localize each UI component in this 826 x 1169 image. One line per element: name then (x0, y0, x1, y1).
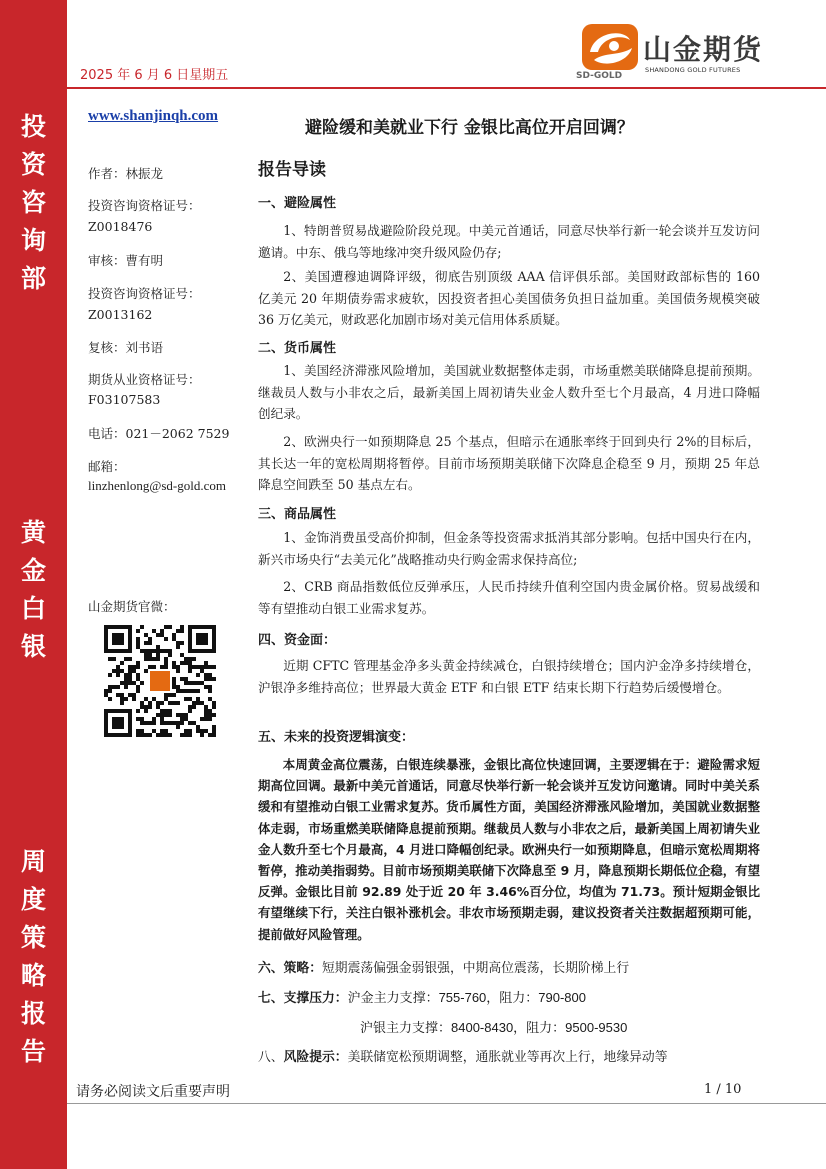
sidebar-char: 资 (20, 150, 46, 179)
cert-label-1: 投资咨询资格证号： (88, 198, 201, 213)
sidebar-char: 白 (20, 594, 46, 623)
section-5-para-1: 本周黄金高位震荡，白银连续暴涨，金银比高位快速回调，主要逻辑在于：避险需求短期高位回调。最新中美元首通话，同意尽快举行新一轮会谈并互发访问邀请。同时中美关系缓和有望推动白银工业需求复苏。货币属性方面，美国经济滞涨风险增加，美国就业数据整体走弱，市场重燃美联储降息提前预期。继裁员人数与小非农之后，最新美国上周初请失业金人数升至七个月最高，4 月进口降幅创纪录。欧洲央行一如预期降息，但暗示宽松周期将暂停，推动美指弱势。目前市场预期美联储下次降息至 9 月，降息预期长期低位企稳，有望反弹。金银比目前 92.89 处于近 20 年 3.46%百分位，均值为 71.73。预计短期金银比有望继续下行，关注白银补涨机会。非农市场预期走弱，建议投资者关注数据超预期可能，提前做好风险管理。 (258, 757, 760, 942)
section-8-risk (258, 1046, 668, 1065)
strategy-label: 六、策略： (258, 961, 322, 976)
author-name: 作者：林振龙 (88, 166, 164, 181)
sidebar-char: 告 (20, 1037, 46, 1066)
sidebar-red-band (0, 0, 67, 1169)
section-4-heading: 四、资金面： (258, 633, 337, 648)
sidebar-label-metals (0, 514, 67, 666)
sidebar-char: 银 (20, 632, 46, 661)
sidebar-char: 黄 (20, 518, 46, 547)
gold-support-text: 沪金主力支撑：755-760，阻力：790-800 (347, 990, 586, 1005)
header-divider (67, 87, 826, 89)
support-label: 七、支撑压力： (258, 991, 348, 1006)
report-title: 避险缓和美就业下行 金银比高位开启回调？ (305, 118, 634, 138)
logo-brand-en: SHANDONG GOLD FUTURES (645, 66, 741, 74)
page-number: 1 / 10 (704, 1082, 742, 1097)
section-3-para-2: 2、CRB 商品指数低位反弹承压，人民币持续升值利空国内贵金属价格。贸易战缓和等有望推动白银工业需求复苏。 (258, 579, 760, 616)
wechat-qr-code-icon[interactable] (104, 625, 216, 737)
website-link[interactable]: www.shanjinqh.com (88, 108, 219, 124)
sidebar-label-department (0, 108, 67, 298)
sidebar-char: 投 (20, 112, 46, 141)
phone-number: 电话：021－2062 7529 (88, 426, 230, 441)
footer-divider (67, 1103, 826, 1104)
reviewer-name: 审核：曹有明 (88, 253, 164, 268)
cert-number-2: Z0013162 (88, 307, 153, 322)
logo-brand-cn: 山金期货 (643, 33, 764, 66)
practice-label: 期货从业资格证号： (88, 372, 201, 387)
silver-support (360, 1017, 627, 1036)
practice-number: F03107583 (88, 392, 161, 407)
cert-label-2: 投资咨询资格证号： (88, 286, 201, 301)
sidebar-char: 询 (20, 226, 46, 255)
risk-label: 风险提示： (283, 1050, 348, 1065)
report-date: 2025 年 6 月 6 日星期五 (80, 68, 229, 83)
email-label: 邮箱： (88, 459, 126, 474)
section-3-para-1: 1、金饰消费虽受高价抑制，但金条等投资需求抵消其部分影响。包括中国央行在内，新兴市场央行“去美元化”战略推动央行购金需求保持高位; (258, 530, 760, 567)
section-4-para-1: 近期 CFTC 管理基金净多头黄金持续减仓，白银持续增仓；国内沪金净多持续增仓，沪银净多维持高位；世界最大黄金 ETF 和白银 ETF 结束长期下行趋势后缓慢增仓。 (258, 658, 760, 695)
section-3-heading: 三、商品属性 (258, 507, 337, 522)
rechecker-name: 复核：刘书语 (88, 340, 164, 355)
section-5-heading: 五、未来的投资逻辑演变： (258, 730, 415, 745)
silver-support-text: 沪银主力支撑：8400-8430，阻力：9500-9530 (360, 1020, 628, 1035)
section-1-heading: 一、避险属性 (258, 196, 337, 211)
section-1-para-1: 1、特朗普贸易战避险阶段兑现。中美元首通话，同意尽快举行新一轮会谈并互发访问邀请。中东、俄乌等地缘冲突升级风险仍存; (258, 223, 760, 260)
risk-text: 美联储宽松预期调整，通胀就业等再次上行，地缘异动等 (347, 1050, 668, 1065)
sidebar-char: 金 (20, 556, 46, 585)
disclaimer-notice: 请务必阅读文后重要声明 (76, 1084, 230, 1100)
sidebar-char: 度 (20, 885, 46, 914)
cert-number-1: Z0018476 (88, 219, 153, 234)
section-7-support (258, 987, 586, 1006)
logo-sd-gold-text: SD-GOLD (576, 71, 623, 81)
sidebar-char: 略 (20, 961, 46, 990)
email-address[interactable]: linzhenlong@sd-gold.com (88, 478, 226, 493)
sidebar-char: 报 (20, 999, 46, 1028)
sidebar-char: 咨 (20, 188, 46, 217)
section-2-para-2: 2、欧洲央行一如预期降息 25 个基点，但暗示在通胀率终于回到央行 2%的目标后，其长达一年的宽松周期将暂停。目前市场预期美联储下次降息企稳至 9 月，预期 25 年总降息空间跌至 50 基点左右。 (258, 434, 760, 492)
sidebar-char: 周 (20, 847, 46, 876)
section-2-para-1: 1、美国经济滞涨风险增加，美国就业数据整体走弱，市场重燃美联储降息提前预期。继裁员人数与小非农之后，最新美国上周初请失业金人数升至七个月最高，4 月进口降幅创纪录。 (258, 363, 760, 421)
sidebar-label-report-type (0, 843, 67, 1071)
sd-gold-swirl-icon (580, 22, 642, 72)
sidebar-char: 部 (20, 264, 46, 293)
section-6-strategy (258, 957, 629, 976)
company-logo (576, 22, 776, 84)
sidebar-char: 策 (20, 923, 46, 952)
wechat-label: 山金期货官微： (88, 599, 176, 614)
section-1-para-2: 2、美国遭穆迪调降评级，彻底告别顶级 AAA 信评俱乐部。美国财政部标售的 160 亿美元 20 年期债券需求疲软，因投资者担心美国债务负担日益加重。美国债务规模突破 36 万亿美元，财政恶化加剧市场对美元信用体系质疑。 (258, 269, 760, 327)
risk-prefix: 八、 (258, 1050, 284, 1065)
report-guide-heading: 报告导读 (258, 160, 326, 180)
section-2-heading: 二、货币属性 (258, 341, 337, 356)
strategy-text: 短期震荡偏强金弱银强，中期高位震荡，长期阶梯上行 (321, 961, 630, 976)
